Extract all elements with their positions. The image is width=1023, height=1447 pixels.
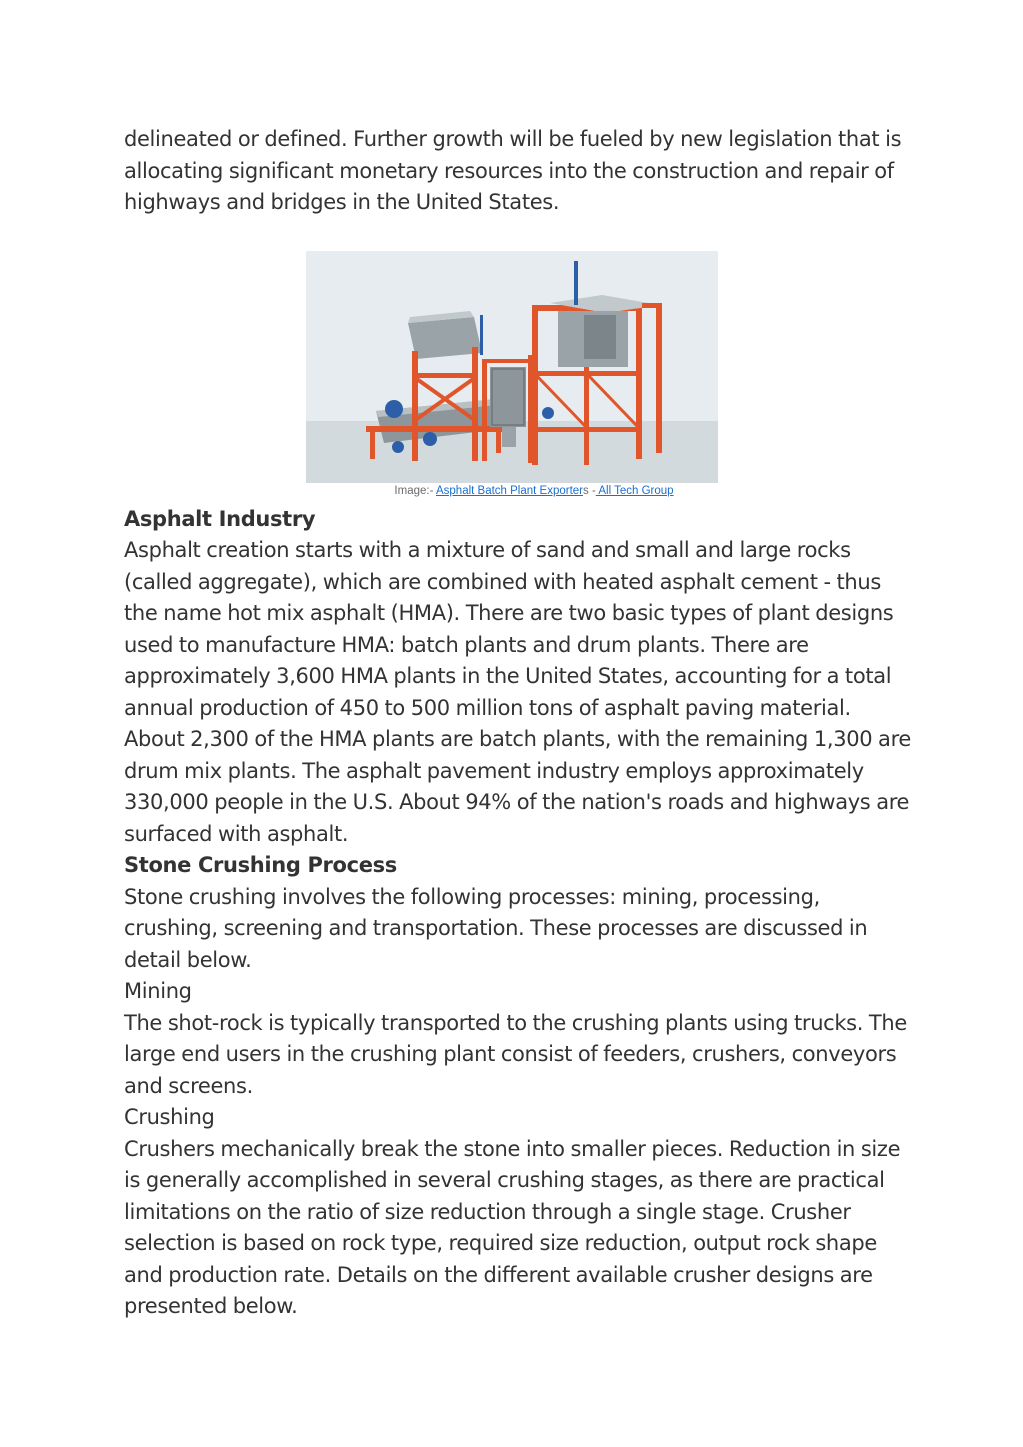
stone-heading: Stone Crushing Process (124, 853, 397, 877)
mining-label: Mining (124, 979, 192, 1003)
figure (124, 251, 914, 499)
figure-caption (124, 484, 914, 499)
caption-link-exporter[interactable]: Asphalt Batch Plant Exporter (435, 484, 584, 497)
caption-link-suffix: s (583, 484, 589, 497)
crushing-label: Crushing (124, 1105, 215, 1129)
asphalt-section (124, 504, 914, 851)
asphalt-body: Asphalt creation starts with a mixture of sand and small and large rocks (called aggregate), which are combined with heated asphalt cement - thus the name hot mix asphalt (HMA). There are two basic types of plant designs used to manufacture HMA: batch plants and drum plants. There are approximately 3,600 HMA plants in the United States, accounting for a total annual production of 450 to 500 million tons of asphalt paving material. About 2,300 of the HMA plants are batch plants, with the remaining 1,300 are drum mix plants. The asphalt pavement industry employs approximately 330,000 people in the U.S. About 94% of the nation's roads and highways are surfaced with asphalt. (124, 538, 911, 846)
caption-prefix: Image:- (394, 484, 434, 497)
asphalt-plant-image (306, 251, 718, 483)
document-page (124, 124, 914, 1323)
stone-body: Stone crushing involves the following processes: mining, processing, crushing, screening and transportation. These processes are discussed in detail below. (124, 884, 868, 972)
caption-separator: - (588, 484, 596, 497)
stone-section (124, 850, 914, 1323)
intro-paragraph: delineated or defined. Further growth will be fueled by new legislation that is allocating significant monetary resources into the construction and repair of highways and bridges in the United States. (124, 127, 902, 214)
crushing-body: Crushers mechanically break the stone into smaller pieces. Reduction in size is generally accomplished in several crushing stages, as there are practical limitations on the ratio of size reduction through a single stage. Crusher selection is based on rock type, required size reduction, output rock shape and production rate. Details on the different available crusher designs are presented below. (124, 1136, 901, 1318)
mining-body: The shot-rock is typically transported to the crushing plants using trucks. The large end users in the crushing plant consist of feeders, crushers, conveyors and screens. (124, 1010, 907, 1098)
caption-link-alltech[interactable]: All Tech Group (595, 484, 674, 497)
asphalt-heading: Asphalt Industry (124, 506, 316, 531)
